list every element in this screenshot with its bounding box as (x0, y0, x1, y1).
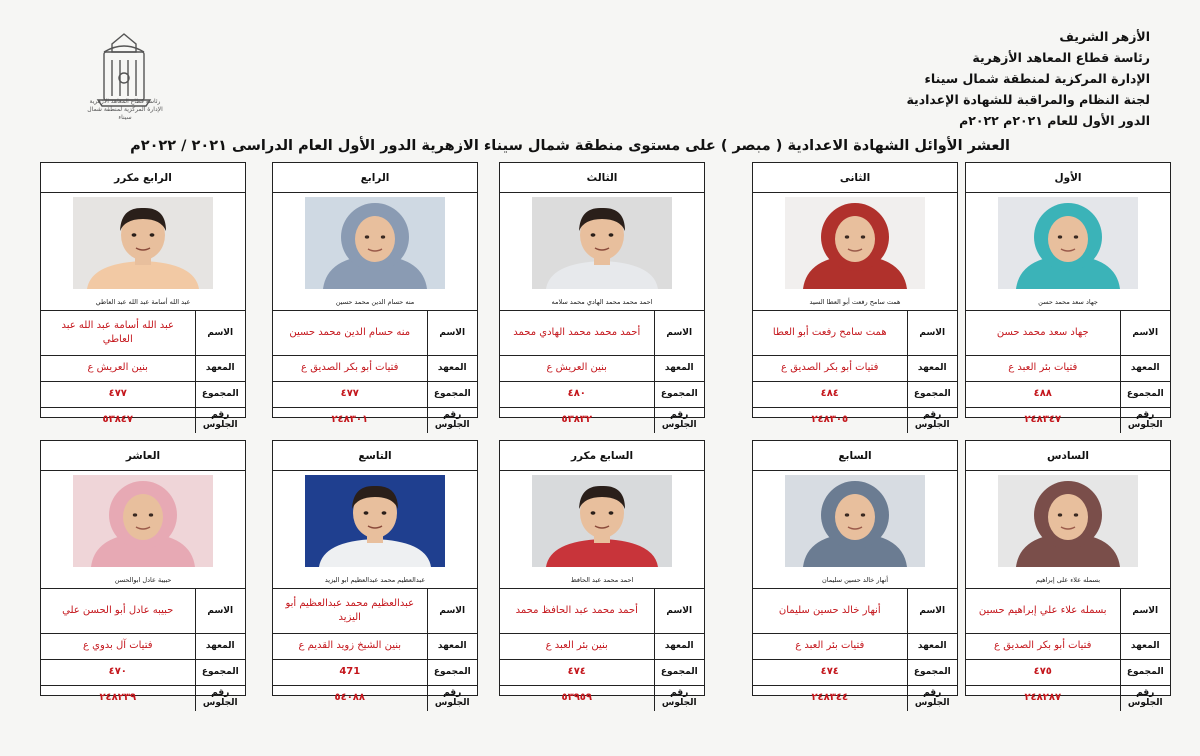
table-row (753, 659, 957, 685)
photo-caption: منه حسام الدين محمد حسين (335, 298, 415, 306)
photo-area (500, 193, 704, 311)
institute-label: المعهد (907, 355, 957, 381)
student-total: ٤٨٠ (500, 381, 654, 407)
table-row (500, 685, 704, 711)
table-row (966, 311, 1170, 355)
student-photo (998, 197, 1138, 289)
photo-area (966, 471, 1170, 589)
student-seat: ٢٤٨٣٠١ (273, 407, 427, 433)
total-label: المجموع (1120, 659, 1170, 685)
student-info-table (500, 311, 704, 433)
seat-label: رقم الجلوس (195, 685, 245, 711)
student-name: منه حسام الدين محمد حسين (289, 326, 411, 338)
student-institute: بنين الشيخ زويد القديم ع (273, 633, 427, 659)
table-row (41, 311, 245, 355)
student-photo (785, 197, 925, 289)
student-card (40, 440, 246, 709)
student-photo (73, 475, 213, 567)
student-card (40, 162, 246, 431)
photo-area (41, 471, 245, 589)
photo-caption: عبدالعظيم محمد عبدالعظيم ابو اليزيد (324, 576, 426, 584)
header-line: الإدارة المركزية لمنطقة شمال سيناء (924, 71, 1150, 86)
student-name: حبيبه عادل أبو الحسن علي (62, 604, 174, 616)
student-name: همت سامح رفعت أبو العطا (772, 326, 887, 338)
photo-caption: حبيبة عادل ابوالحسن (114, 576, 172, 584)
page-title: العشر الأوائل الشهادة الاعدادية ( مبصر ) على مستوى منطقة شمال سيناء الازهرية الدور الأول العام الدراسى ٢٠٢١ / ٢٠٢٢م (130, 138, 1010, 154)
student-total: ٤٧٤ (753, 659, 907, 685)
student-total: ٤٨٤ (753, 381, 907, 407)
name-label: الاسم (195, 589, 245, 633)
total-label: المجموع (907, 659, 957, 685)
seat-label: رقم الجلوس (907, 407, 957, 433)
name-label: الاسم (907, 311, 957, 355)
table-row (753, 633, 957, 659)
photo-caption: احمد محمد محمد الهادي محمد سلامه (551, 298, 653, 306)
table-row (753, 589, 957, 633)
table-row (273, 633, 477, 659)
name-label: الاسم (427, 589, 477, 633)
student-card (752, 162, 958, 431)
rank-label: السابع (753, 441, 957, 471)
student-card (272, 440, 478, 709)
student-name: أحمد محمد محمد الهادي محمد (513, 326, 641, 338)
logo-caption-line: رئاسة قطاع المعاهد الأزهرية (89, 98, 161, 105)
name-label: الاسم (427, 311, 477, 355)
photo-area (753, 471, 957, 589)
table-row (273, 311, 477, 355)
total-label: المجموع (654, 659, 704, 685)
student-seat: ٢٤٨٣٤٧ (966, 407, 1120, 433)
student-total: ٤٧٧ (41, 381, 195, 407)
logo-caption-line: الإدارة المركزية لمنطقة شمال سيناء (87, 106, 163, 121)
seat-label: رقم الجلوس (654, 685, 704, 711)
photo-area (500, 471, 704, 589)
total-label: المجموع (195, 659, 245, 685)
rank-label: العاشر (41, 441, 245, 471)
student-seat: ٢٤٨٣٠٥ (753, 407, 907, 433)
rank-label: الرابع (273, 163, 477, 193)
table-row (273, 355, 477, 381)
table-row (966, 589, 1170, 633)
student-info-table (41, 311, 245, 433)
table-row (273, 381, 477, 407)
table-row (41, 407, 245, 433)
total-label: المجموع (654, 381, 704, 407)
header-line: رئاسة قطاع المعاهد الأزهرية (972, 50, 1150, 65)
student-seat: ٥٤٠٨٨ (273, 685, 427, 711)
institute-label: المعهد (195, 355, 245, 381)
seat-label: رقم الجلوس (654, 407, 704, 433)
student-seat: ٥٣٩٥٩ (500, 685, 654, 711)
name-label: الاسم (907, 589, 957, 633)
name-label: الاسم (1120, 311, 1170, 355)
table-row (966, 685, 1170, 711)
header-line: الدور الأول للعام ٢٠٢١م ٢٠٢٢م (959, 113, 1150, 128)
photo-caption: عبد الله أسامة عبد الله عبد العاطي (95, 298, 191, 306)
table-row (41, 633, 245, 659)
table-row (500, 311, 704, 355)
table-row (41, 381, 245, 407)
photo-caption: أنهار خالد حسين سليمان (821, 576, 889, 584)
table-row (966, 381, 1170, 407)
table-row (753, 407, 957, 433)
table-row (500, 633, 704, 659)
student-info-table (500, 589, 704, 711)
table-row (753, 685, 957, 711)
seat-label: رقم الجلوس (195, 407, 245, 433)
student-total: ٤٧٤ (500, 659, 654, 685)
seat-label: رقم الجلوس (907, 685, 957, 711)
rank-label: السادس (966, 441, 1170, 471)
student-total: 471 (273, 659, 427, 685)
total-label: المجموع (195, 381, 245, 407)
student-info-table (966, 589, 1170, 711)
name-label: الاسم (654, 311, 704, 355)
student-info-table (273, 311, 477, 433)
total-label: المجموع (1120, 381, 1170, 407)
student-institute: فتيات بئر العبد ع (753, 633, 907, 659)
photo-area (273, 193, 477, 311)
table-row (273, 659, 477, 685)
name-label: الاسم (654, 589, 704, 633)
student-name: جهاد سعد محمد حسن (996, 326, 1089, 338)
table-row (273, 407, 477, 433)
student-seat: ٢٤٨٢٣٩ (41, 685, 195, 711)
student-name: بسمله علاء علي إبراهيم حسين (978, 604, 1107, 616)
rank-label: الرابع مكرر (41, 163, 245, 193)
student-photo (998, 475, 1138, 567)
student-photo (305, 475, 445, 567)
student-institute: فتيات آل بدوي ع (41, 633, 195, 659)
student-institute: بنين العريش ع (500, 355, 654, 381)
student-name: عبد الله أسامة عبد الله عبد العاطي (61, 319, 174, 345)
table-row (500, 355, 704, 381)
rank-label: الثانى (753, 163, 957, 193)
table-row (753, 311, 957, 355)
rank-label: التاسع (273, 441, 477, 471)
student-photo (532, 197, 672, 289)
name-label: الاسم (1120, 589, 1170, 633)
table-row (500, 407, 704, 433)
student-card (752, 440, 958, 709)
student-total: ٤٧٠ (41, 659, 195, 685)
table-row (41, 659, 245, 685)
student-card (965, 162, 1171, 431)
table-row (41, 589, 245, 633)
table-row (41, 685, 245, 711)
seat-label: رقم الجلوس (427, 407, 477, 433)
table-row (41, 355, 245, 381)
student-info-table (41, 589, 245, 711)
rank-label: الثالث (500, 163, 704, 193)
rank-label: السابع مكرر (500, 441, 704, 471)
student-card (272, 162, 478, 431)
table-row (966, 633, 1170, 659)
table-row (273, 685, 477, 711)
institute-label: المعهد (427, 355, 477, 381)
student-institute: بنين العريش ع (41, 355, 195, 381)
institute-label: المعهد (654, 355, 704, 381)
institute-label: المعهد (1120, 355, 1170, 381)
photo-caption: احمد محمد عبد الحافظ (570, 576, 634, 584)
student-total: ٤٨٨ (966, 381, 1120, 407)
student-info-table (273, 589, 477, 711)
photo-caption: بسمله علاء على إبراهيم (1035, 576, 1101, 584)
header-line: لجنة النظام والمراقبة للشهادة الإعدادية (906, 92, 1150, 107)
rank-label: الأول (966, 163, 1170, 193)
student-institute: فتيات أبو بكر الصديق ع (753, 355, 907, 381)
student-photo (532, 475, 672, 567)
table-row (966, 659, 1170, 685)
name-label: الاسم (195, 311, 245, 355)
student-institute: فتيات بئر العبد ع (966, 355, 1120, 381)
photo-area (753, 193, 957, 311)
student-institute: فتيات أبو بكر الصديق ع (273, 355, 427, 381)
student-name: عبدالعظيم محمد عبدالعظيم أبو اليزيد (285, 597, 415, 623)
seat-label: رقم الجلوس (427, 685, 477, 711)
photo-caption: جهاد سعد محمد حسن (1038, 298, 1098, 306)
student-info-table (753, 311, 957, 433)
student-card (965, 440, 1171, 709)
student-seat: ٢٤٨٣٤٤ (753, 685, 907, 711)
total-label: المجموع (907, 381, 957, 407)
student-photo (305, 197, 445, 289)
table-row (273, 589, 477, 633)
institute-label: المعهد (1120, 633, 1170, 659)
student-card (499, 162, 705, 431)
student-photo (73, 197, 213, 289)
header-block (820, 26, 1150, 131)
table-row (966, 407, 1170, 433)
table-row (753, 355, 957, 381)
logo-caption (80, 98, 170, 122)
seat-label: رقم الجلوس (1120, 685, 1170, 711)
table-row (500, 659, 704, 685)
student-total: ٤٧٥ (966, 659, 1120, 685)
seat-label: رقم الجلوس (1120, 407, 1170, 433)
student-photo (785, 475, 925, 567)
total-label: المجموع (427, 381, 477, 407)
institute-label: المعهد (907, 633, 957, 659)
total-label: المجموع (427, 659, 477, 685)
photo-caption: همت سامح رفعت أبو العطا السيد (809, 298, 901, 306)
student-card (499, 440, 705, 709)
student-name: أنهار خالد حسين سليمان (778, 604, 881, 616)
student-info-table (753, 589, 957, 711)
photo-area (41, 193, 245, 311)
table-row (500, 589, 704, 633)
header-line: الأزهر الشريف (1059, 29, 1150, 44)
student-total: ٤٧٧ (273, 381, 427, 407)
table-row (966, 355, 1170, 381)
table-row (753, 381, 957, 407)
institute-label: المعهد (654, 633, 704, 659)
student-name: أحمد محمد عبد الحافظ محمد (515, 604, 638, 616)
institute-label: المعهد (427, 633, 477, 659)
photo-area (966, 193, 1170, 311)
student-seat: ٥٣٨٤٧ (41, 407, 195, 433)
photo-area (273, 471, 477, 589)
student-seat: ٥٣٨٣٢ (500, 407, 654, 433)
student-institute: فتيات أبو بكر الصديق ع (966, 633, 1120, 659)
table-row (500, 381, 704, 407)
student-info-table (966, 311, 1170, 433)
institute-label: المعهد (195, 633, 245, 659)
student-institute: بنين بئر العبد ع (500, 633, 654, 659)
student-seat: ٢٤٨٢٨٧ (966, 685, 1120, 711)
